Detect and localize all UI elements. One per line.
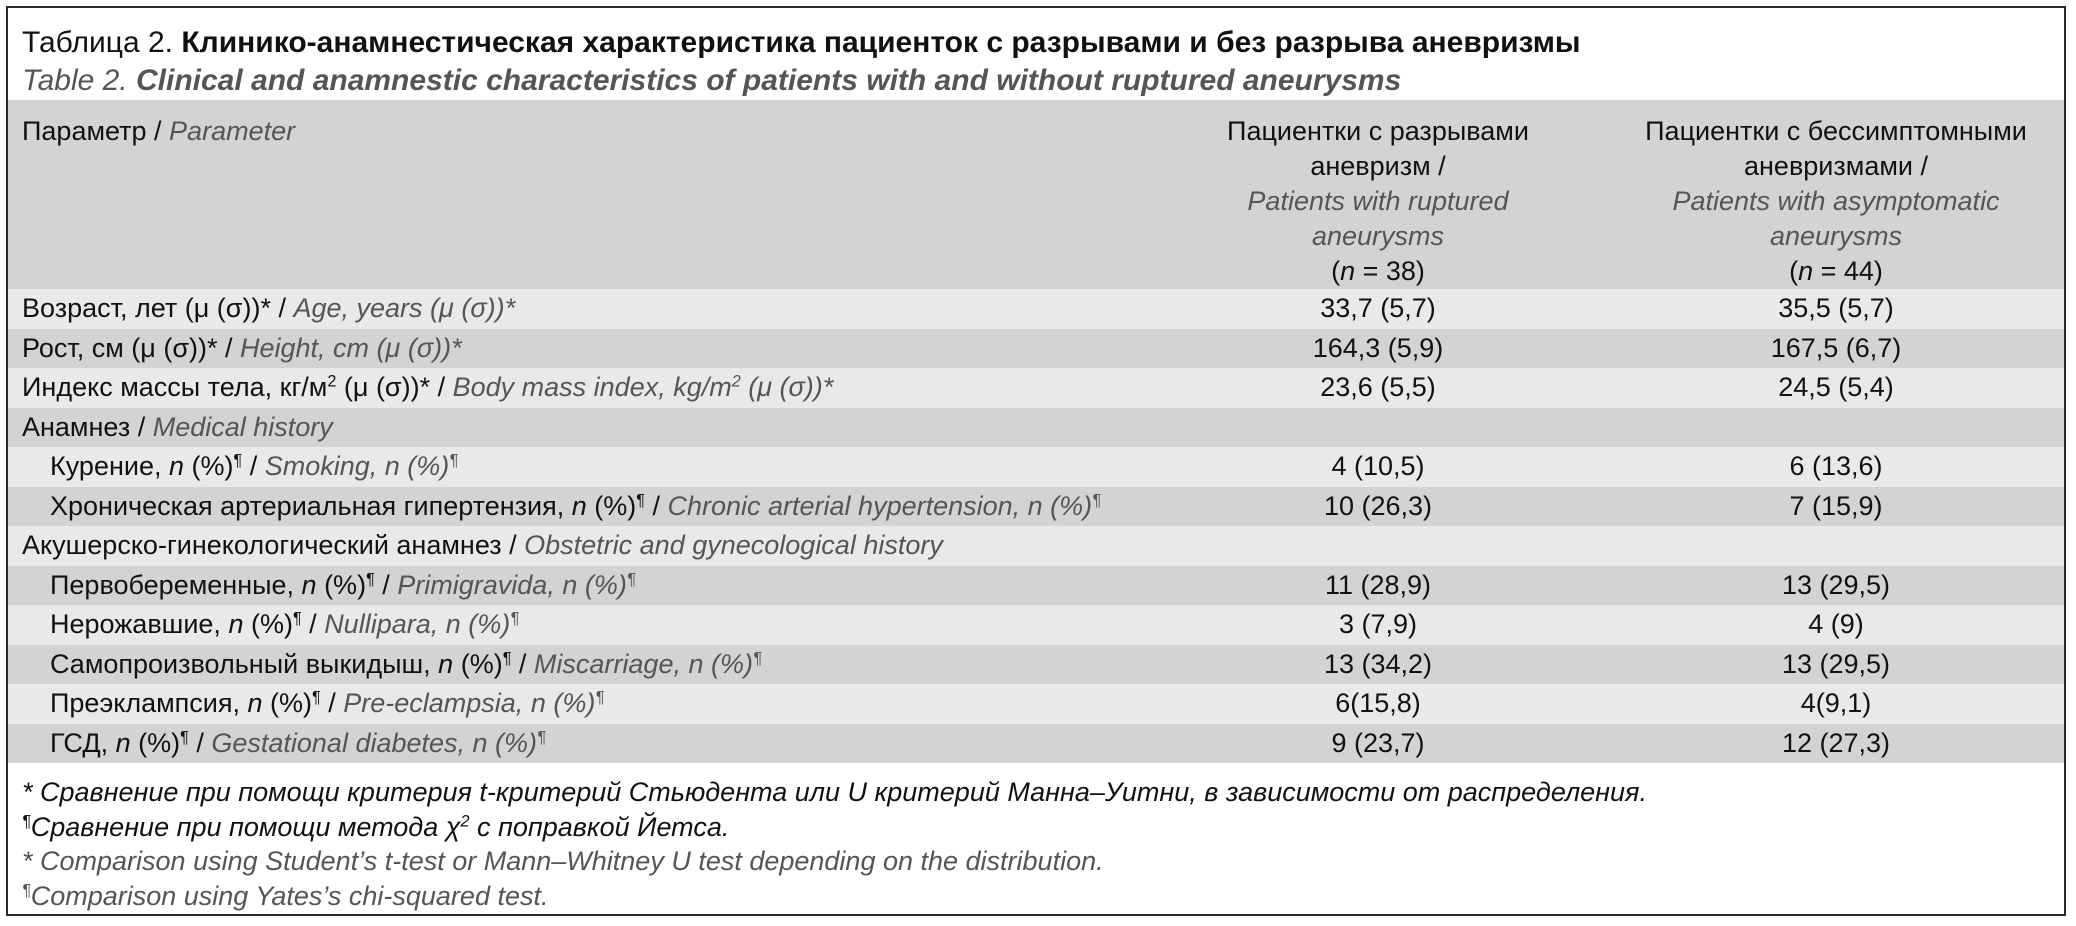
footnote-2-ru <box>22 810 2064 845</box>
height-ru: Рост, см (μ (σ))* <box>22 332 218 363</box>
nullipara-asymptomatic-value: 4 (9) <box>1608 605 2064 645</box>
height-ruptured-value: 164,3 (5,9) <box>1148 329 1608 369</box>
miscarriage-en: Miscarriage, n (%) <box>533 648 753 679</box>
footnote-2-ru-sup: 2 <box>460 811 470 830</box>
bmi-en-sup: 2 <box>731 372 741 391</box>
age-ruptured-value: 33,7 (5,7) <box>1148 289 1608 329</box>
footnote-2-en-text: Comparison using Yates’s chi-squared test. <box>30 880 549 911</box>
footnote-2-en <box>22 879 2064 914</box>
header-group-ruptured <box>1148 100 1608 289</box>
header-parameter: Параметр / Parameter <box>8 100 1148 289</box>
header-g2-ru-line2: аневризмами / <box>1744 151 1928 181</box>
footnote-2-ru-b: с поправкой Йетса. <box>469 811 730 842</box>
caption-ru-title: Клинико-анамнестическая характеристика пациенток с разрывами и без разрыва аневризмы <box>181 26 1581 59</box>
footnote-2-ru-mark: ¶ <box>22 811 31 830</box>
footnote-1-en: * Comparison using Student’s t-test or Mann–Whitney U test depending on the distribution. <box>22 846 1104 876</box>
bmi-ru-b: (μ (σ))* <box>336 372 431 402</box>
table-row <box>8 408 2064 448</box>
smoking-en: Smoking, n (%) <box>264 451 450 481</box>
primigravida-ru: Первобеременные, <box>50 569 302 600</box>
header-g1-n-label: n <box>1340 256 1356 286</box>
medical-history-en: Medical history <box>152 411 333 442</box>
bmi-ruptured-value: 23,6 (5,5) <box>1148 368 1608 408</box>
primigravida-en: Primigravida, n (%) <box>397 569 627 600</box>
section-medical-history: Анамнез / Medical history <box>8 408 1148 448</box>
header-g2-en-line1: Patients with asymptomatic <box>1672 186 2000 216</box>
header-g2-n: (n = 44) <box>1789 256 1883 286</box>
bmi-en-a: Body mass index, kg/m <box>452 372 732 402</box>
data-table <box>8 100 2064 763</box>
preeclampsia-asymptomatic-value: 4(9,1) <box>1608 684 2064 724</box>
preeclampsia-ruptured-value: 6(15,8) <box>1148 684 1608 724</box>
age-en: Age, years (μ (σ))* <box>293 293 516 323</box>
miscarriage-asymptomatic-value: 13 (29,5) <box>1608 645 2064 685</box>
bmi-asymptomatic-value: 24,5 (5,4) <box>1608 368 2064 408</box>
row-label-gdm: ГСД, n (%)¶ / Gestational diabetes, n (%)¶ <box>8 724 1148 764</box>
row-label-preeclampsia: Преэклампсия, n (%)¶ / Pre-eclampsia, n (%)¶ <box>8 684 1148 724</box>
table-row <box>8 566 2064 606</box>
gdm-ru: ГСД, <box>50 727 116 758</box>
header-g2-n-label: n <box>1798 256 1814 286</box>
table-frame <box>6 6 2066 916</box>
header-g1-n-value: = 38) <box>1355 256 1425 286</box>
age-asymptomatic-value: 35,5 (5,7) <box>1608 289 2064 329</box>
row-label-bmi: Индекс массы тела, $кг/м^2$ (μ (σ))* / Body mass index, $kg/m^2$ (μ (σ))* <box>8 368 1148 408</box>
height-asymptomatic-value: 167,5 (6,7) <box>1608 329 2064 369</box>
miscarriage-ruptured-value: 13 (34,2) <box>1148 645 1608 685</box>
footnote-1-ru: * Сравнение при помощи критерия t-критерий Стьюдента или U критерий Манна–Уитни, в зависимости от распределения. <box>22 777 1647 807</box>
bmi-en-b: (μ (σ))* <box>740 372 834 402</box>
header-g1-ru-line2: аневризм / <box>1310 151 1446 181</box>
table-caption <box>8 8 2064 100</box>
row-label-smoking: Курение, n (%)¶ / Smoking, n (%)¶ <box>8 447 1148 487</box>
section-obstetric-history: Акушерско-гинекологический анамнез / Obstetric and gynecological history <box>8 526 1148 566</box>
gdm-en: Gestational diabetes, n (%) <box>211 727 538 758</box>
table-row <box>8 487 2064 527</box>
gdm-ruptured-value: 9 (23,7) <box>1148 724 1608 764</box>
table-row <box>8 447 2064 487</box>
hypertension-asymptomatic-value: 7 (15,9) <box>1608 487 2064 527</box>
row-label-nullipara: Нерожавшие, n (%)¶ / Nullipara, n (%)¶ <box>8 605 1148 645</box>
obstetric-en: Obstetric and gynecological history <box>524 530 943 560</box>
caption-en <box>22 62 2064 100</box>
table-row <box>8 684 2064 724</box>
header-g1-en-line1: Patients with ruptured <box>1247 186 1509 216</box>
header-parameter-ru: Параметр <box>22 116 147 146</box>
bmi-ru-a: Индекс массы тела, кг/м <box>22 372 328 402</box>
header-g2-n-value: = 44) <box>1813 256 1883 286</box>
row-label-hypertension: Хроническая артериальная гипертензия, n (%)¶ / Chronic arterial hypertension, n (%)¶ <box>8 487 1148 527</box>
caption-ru-prefix: Таблица 2. <box>22 26 182 59</box>
smoking-ruptured-value: 4 (10,5) <box>1148 447 1608 487</box>
header-row <box>8 100 2064 289</box>
miscarriage-ru: Самопроизвольный выкидыш, <box>50 648 439 679</box>
header-parameter-en: Parameter <box>169 116 296 146</box>
nullipara-ruptured-value: 3 (7,9) <box>1148 605 1608 645</box>
primigravida-ruptured-value: 11 (28,9) <box>1148 566 1608 606</box>
hypertension-ruptured-value: 10 (26,3) <box>1148 487 1608 527</box>
table-row <box>8 605 2064 645</box>
row-label-age: Возраст, лет (μ (σ))* / Age, years (μ (σ))* <box>8 289 1148 329</box>
row-label-primigravida: Первобеременные, n (%)¶ / Primigravida, n (%)¶ <box>8 566 1148 606</box>
hypertension-en: Chronic arterial hypertension, n (%) <box>667 490 1093 521</box>
header-g2-en-line2: aneurysms <box>1769 221 1903 251</box>
row-label-height: Рост, см (μ (σ))* / Height, cm (μ (σ))* <box>8 329 1148 369</box>
table-row <box>8 368 2064 408</box>
bmi-ru-sup: 2 <box>327 372 337 391</box>
row-label-miscarriage: Самопроизвольный выкидыш, n (%)¶ / Miscarriage, n (%)¶ <box>8 645 1148 685</box>
footnote-2-ru-a: Сравнение при помощи метода χ <box>30 811 461 842</box>
table-row <box>8 329 2064 369</box>
footnote-2-en-mark: ¶ <box>22 880 31 899</box>
table-row <box>8 526 2064 566</box>
header-g1-ru-line1: Пациентки с разрывами <box>1227 116 1529 146</box>
header-g1-en-line2: aneurysms <box>1311 221 1445 251</box>
primigravida-asymptomatic-value: 13 (29,5) <box>1608 566 2064 606</box>
nullipara-en: Nullipara, n (%) <box>324 609 511 639</box>
table-row <box>8 645 2064 685</box>
caption-en-title: Clinical and anamnestic characteristics of patients with and without ruptured aneurysms <box>135 64 1402 97</box>
header-g1-n: (n = 38) <box>1331 256 1425 286</box>
preeclampsia-en: Pre-eclampsia, n (%) <box>343 688 596 718</box>
header-group-asymptomatic <box>1608 100 2064 289</box>
nullipara-ru: Нерожавшие, <box>50 609 229 639</box>
hypertension-ru: Хроническая артериальная гипертензия, <box>50 490 572 521</box>
footnotes <box>8 763 2064 913</box>
smoking-asymptomatic-value: 6 (13,6) <box>1608 447 2064 487</box>
caption-ru <box>22 24 2064 62</box>
age-ru: Возраст, лет (μ (σ))* <box>22 293 271 323</box>
gdm-asymptomatic-value: 12 (27,3) <box>1608 724 2064 764</box>
medical-history-ru: Анамнез <box>22 411 131 442</box>
obstetric-ru: Акушерско-гинекологический анамнез <box>22 530 502 560</box>
preeclampsia-ru: Преэклампсия, <box>50 688 248 718</box>
smoking-ru: Курение, <box>50 451 169 481</box>
header-g2-ru-line1: Пациентки с бессимптомными <box>1645 116 2027 146</box>
table-row <box>8 289 2064 329</box>
caption-en-prefix: Table 2. <box>22 64 136 97</box>
table-row <box>8 724 2064 764</box>
height-en: Height, cm (μ (σ))* <box>240 332 462 363</box>
